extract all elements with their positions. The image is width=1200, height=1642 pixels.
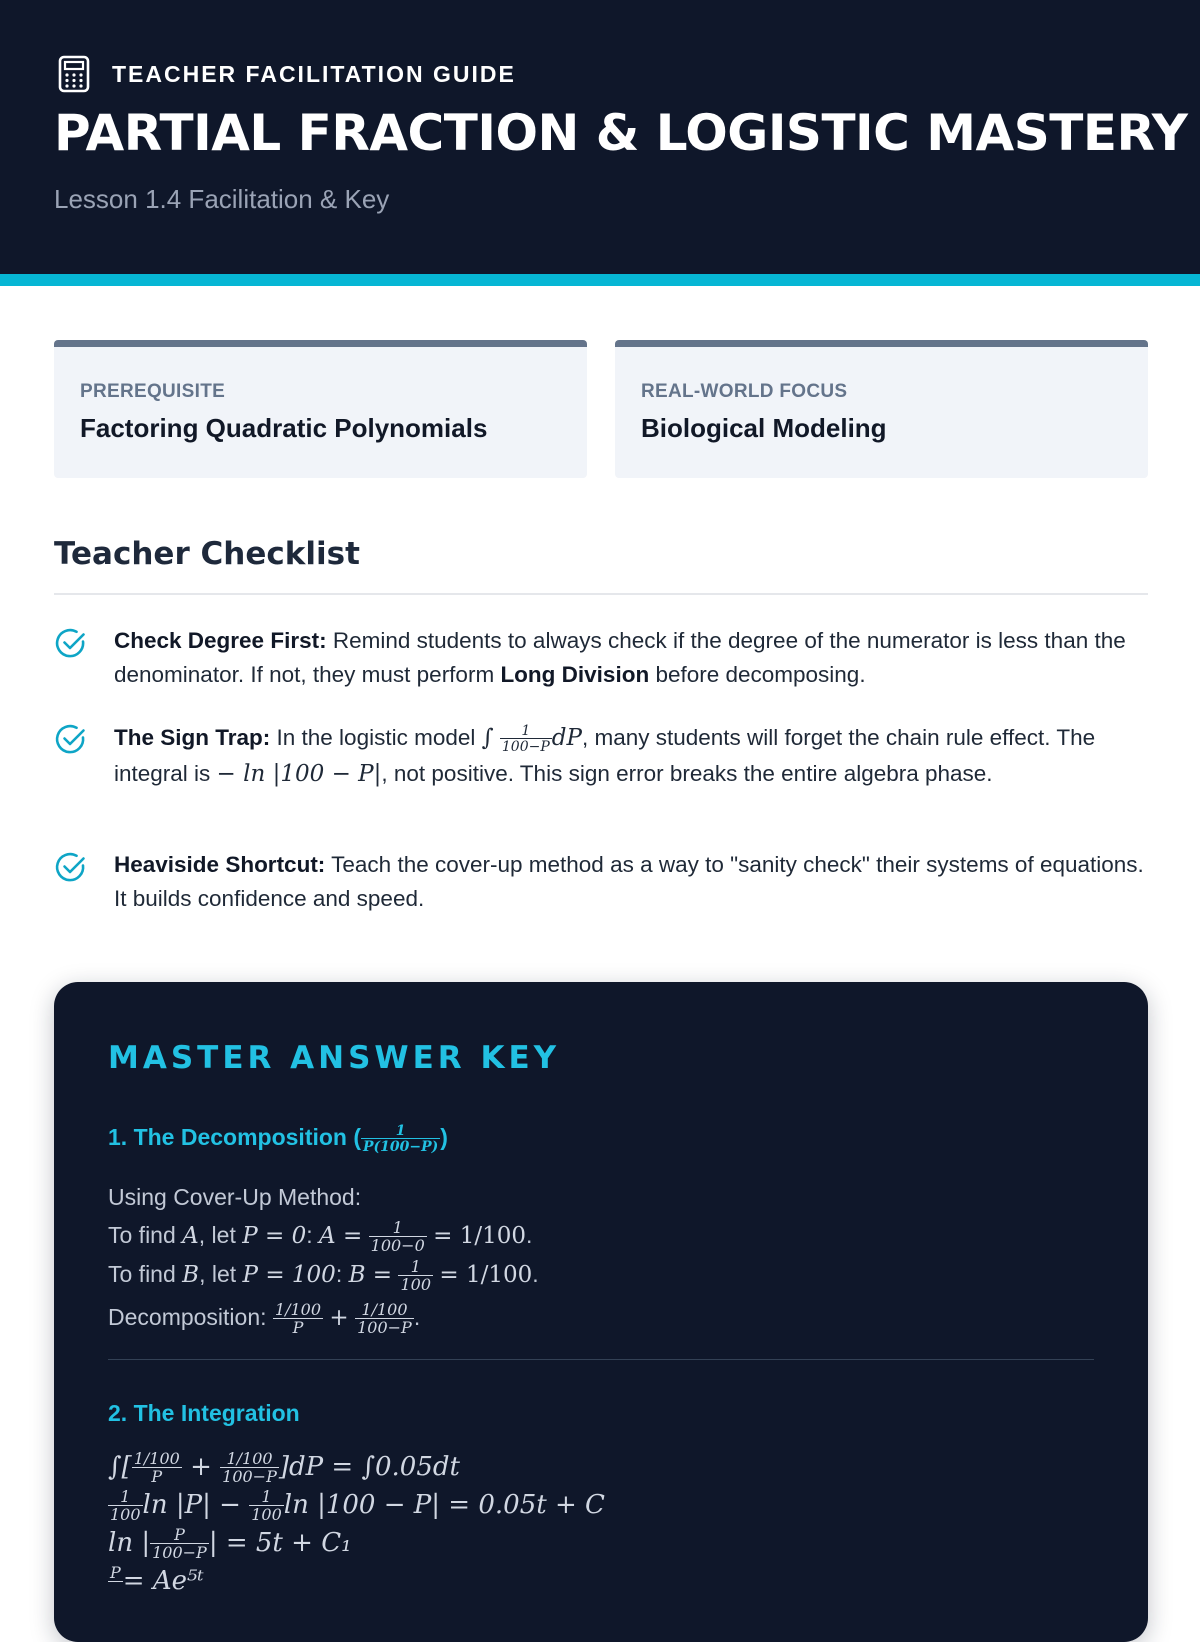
math-operator: + [190,1452,212,1482]
fraction-numerator: 1/100 [355,1302,414,1319]
checklist-item-text [114,624,1148,692]
checklist-item-body: , many students will forget the chain rule effect. The integral is [114,725,1096,786]
text: . [532,1261,539,1287]
checklist-item-lead: Check Degree First: [114,628,327,653]
eyebrow-label: TEACHER FACILITATION GUIDE [112,60,516,87]
checklist-item-lead: Heaviside Shortcut: [114,852,326,877]
fraction [249,1489,284,1523]
fraction [273,1299,323,1337]
text: : [306,1222,320,1248]
text: : [335,1261,349,1287]
step-line [108,1216,539,1255]
fraction-numerator: 1 [361,1124,440,1139]
math-var: B [182,1262,200,1288]
prerequisite-card [54,340,587,478]
math-expression: = Ae⁵ᵗ [122,1566,204,1596]
eyebrow-row [54,54,516,94]
text: , let [198,1222,243,1248]
step-line [108,1448,605,1486]
fraction-denominator: 100−P [152,1543,207,1562]
fraction-denominator: 100−P [222,1467,277,1486]
math-dp: dP [551,725,582,751]
text: Decomposition: [108,1304,273,1330]
fraction-denominator: 100 [400,1274,432,1294]
fraction-numerator: 1 [398,1259,433,1276]
math-expression: B = [348,1262,393,1288]
fraction-numerator: P [150,1527,209,1544]
fraction-denominator: 100−0 [370,1235,425,1255]
fraction-denominator: P [292,1317,304,1337]
fraction-numerator: 1 [108,1489,143,1506]
checklist-item-text [114,720,1148,792]
divider [54,593,1148,595]
fraction-denominator: 100−P [357,1317,412,1337]
step-1-body [108,1178,539,1337]
fraction-denominator: 100−P [501,739,550,756]
fraction-denominator: P [151,1467,163,1486]
text: . [413,1304,421,1330]
fraction [398,1256,433,1294]
fraction [369,1217,427,1255]
page-subtitle: Lesson 1.4 Facilitation & Key [54,184,390,214]
text: To find [108,1222,183,1248]
checklist-item-text [114,848,1148,916]
step-line: Using Cover-Up Method: [108,1184,362,1210]
fraction [108,1565,123,1599]
fraction-denominator: 100 [251,1505,282,1524]
math-expression: ln |P| − [142,1490,241,1520]
check-circle-icon [54,722,88,756]
card-value: Biological Modeling [641,413,887,443]
integral-sign: ∫ [481,725,494,751]
check-circle-icon [54,850,88,884]
math-expression: − ln |100 − P| [216,761,382,787]
text: To find [108,1261,183,1287]
step-line [108,1255,539,1294]
math-expression: P = 100 [242,1262,336,1288]
page-header [0,0,1200,286]
calculator-icon [54,54,94,94]
step-2-body [108,1448,605,1600]
checklist-title: Teacher Checklist [54,536,360,572]
fraction [361,1124,440,1154]
step-title-text: 1. The Decomposition ( [108,1124,362,1151]
card-label: PREREQUISITE [80,381,226,402]
math-expression: ∫[ [108,1452,132,1482]
fraction [220,1451,279,1485]
math-operator: + [329,1305,349,1331]
checklist-item-lead: The Sign Trap: [114,725,271,750]
emphasis: Long Division [500,662,650,687]
math-expression: = 1/100 [433,1223,527,1249]
math-var: A [182,1223,199,1249]
text: . [526,1222,533,1248]
checklist-item-body: Remind students to always check if the degree of the numerator is less than the denominator. If not, they must perform [114,628,1126,687]
math-expression: ]dP = ∫0.05dt [278,1452,460,1482]
fraction-denominator [108,1582,123,1599]
info-cards [54,340,1148,478]
step-title-text: ) [440,1124,448,1151]
card-value: Factoring Quadratic Polynomials [80,413,488,443]
math-expression: ln | [108,1528,151,1558]
page-title: PARTIAL FRACTION & LOGISTIC MASTERY [54,104,1188,162]
math-expression: ln |100 − P| = 0.05t + C [283,1490,605,1520]
fraction-numerator: 1 [249,1489,284,1506]
checklist-item-body: In the logistic model [270,725,482,750]
fraction [150,1527,209,1561]
fraction [355,1299,414,1337]
fraction [500,724,552,754]
step-line [108,1562,605,1600]
check-circle-icon [54,626,88,660]
fraction [132,1451,182,1485]
step-1-title [108,1124,448,1154]
real-world-focus-card [615,340,1148,478]
checklist-item-body: , not positive. This sign error breaks the entire algebra phase. [381,761,993,786]
card-label: REAL-WORLD FOCUS [641,381,848,402]
answer-key-card [54,982,1148,1642]
text: , let [199,1261,243,1287]
math-expression: | = 5t + C₁ [208,1528,352,1558]
fraction-numerator: P [110,1563,121,1582]
fraction-numerator: 1/100 [220,1451,279,1468]
step-line [108,1486,605,1524]
answer-key-title: MASTER ANSWER KEY [108,1040,561,1076]
math-expression: P = 0 [242,1223,307,1249]
fraction-numerator: 1/100 [274,1299,322,1319]
checklist-item-body: before decomposing. [649,662,866,687]
math-expression: A = [319,1223,363,1249]
fraction-denominator: 100 [110,1505,141,1524]
step-line [108,1298,539,1337]
step-line [108,1524,605,1562]
fraction-denominator: P(100−P) [363,1139,439,1155]
fraction-numerator: 1 [500,724,552,739]
step-2-title: 2. The Integration [108,1400,300,1426]
divider [108,1359,1094,1360]
fraction-numerator: 1/100 [133,1449,180,1468]
fraction [108,1489,143,1523]
fraction-numerator: 1 [369,1220,427,1237]
checklist-item-body: Teach the cover-up method as a way to "sanity check" their systems of equations. It builds confidence and speed. [114,852,1144,911]
math-expression: = 1/100 [439,1262,533,1288]
